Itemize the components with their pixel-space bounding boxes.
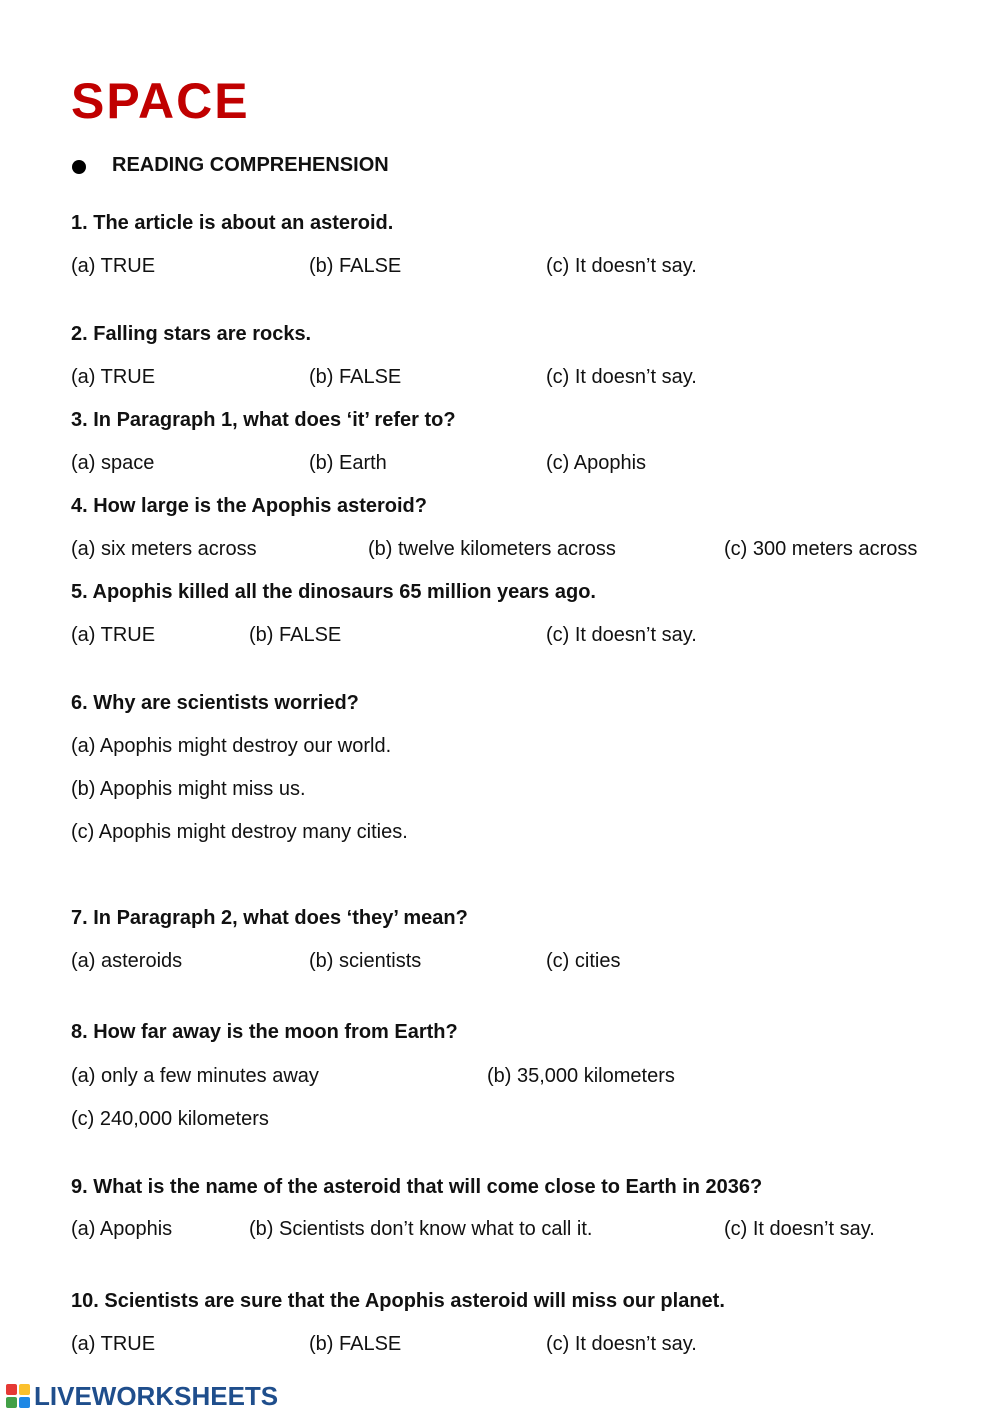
- q4-option-b[interactable]: (b) twelve kilometers across: [368, 538, 616, 560]
- logo-square-icon: [19, 1397, 30, 1408]
- q8-option-b[interactable]: (b) 35,000 kilometers: [487, 1065, 675, 1087]
- q8-option-a[interactable]: (a) only a few minutes away: [71, 1065, 319, 1087]
- bullet-icon: [72, 160, 86, 174]
- q4-option-c[interactable]: (c) 300 meters across: [724, 538, 918, 560]
- logo-square-icon: [6, 1384, 17, 1395]
- logo-square-icon: [19, 1384, 30, 1395]
- q2-option-c[interactable]: (c) It doesn’t say.: [546, 366, 697, 388]
- q9-option-a[interactable]: (a) Apophis: [71, 1218, 173, 1240]
- q10-option-b[interactable]: (b) FALSE: [309, 1333, 402, 1355]
- q10-option-c[interactable]: (c) It doesn’t say.: [546, 1333, 697, 1355]
- q4-option-a[interactable]: (a) six meters across: [71, 538, 257, 560]
- q3-option-a[interactable]: (a) space: [71, 452, 155, 474]
- q2-option-b[interactable]: (b) FALSE: [309, 366, 402, 388]
- q1-option-a[interactable]: (a) TRUE: [71, 255, 156, 277]
- question-4: 4. How large is the Apophis asteroid?: [71, 495, 427, 517]
- q5-option-a[interactable]: (a) TRUE: [71, 624, 156, 646]
- question-5: 5. Apophis killed all the dinosaurs 65 million years ago.: [71, 581, 596, 603]
- q5-option-c[interactable]: (c) It doesn’t say.: [546, 624, 697, 646]
- logo-square-icon: [6, 1397, 17, 1408]
- question-6: 6. Why are scientists worried?: [71, 692, 359, 714]
- q6-option-b[interactable]: (b) Apophis might miss us.: [71, 778, 306, 800]
- question-2: 2. Falling stars are rocks.: [71, 323, 312, 345]
- q3-option-c[interactable]: (c) Apophis: [546, 452, 647, 474]
- q6-option-c[interactable]: (c) Apophis might destroy many cities.: [71, 821, 408, 843]
- question-7: 7. In Paragraph 2, what does ‘they’ mean?: [71, 907, 468, 929]
- q9-option-c[interactable]: (c) It doesn’t say.: [724, 1218, 875, 1240]
- liveworksheets-logo-icon: [6, 1384, 30, 1408]
- logo-text: LIVEWORKSHEETS: [34, 1380, 279, 1411]
- q1-option-c[interactable]: (c) It doesn’t say.: [546, 255, 697, 277]
- q2-option-a[interactable]: (a) TRUE: [71, 366, 156, 388]
- question-8: 8. How far away is the moon from Earth?: [71, 1021, 458, 1043]
- question-9: 9. What is the name of the asteroid that will come close to Earth in 2036?: [71, 1176, 763, 1198]
- question-10: 10. Scientists are sure that the Apophis asteroid will miss our planet.: [71, 1290, 725, 1312]
- q7-option-c[interactable]: (c) cities: [546, 950, 621, 972]
- q1-option-b[interactable]: (b) FALSE: [309, 255, 402, 277]
- q7-option-a[interactable]: (a) asteroids: [71, 950, 183, 972]
- question-3: 3. In Paragraph 1, what does ‘it’ refer to?: [71, 409, 456, 431]
- q9-option-b[interactable]: (b) Scientists don’t know what to call it.: [249, 1218, 593, 1240]
- q5-option-b[interactable]: (b) FALSE: [249, 624, 342, 646]
- liveworksheets-logo[interactable]: [6, 1381, 278, 1411]
- q7-option-b[interactable]: (b) scientists: [309, 950, 422, 972]
- section-heading: READING COMPREHENSION: [112, 154, 389, 176]
- page-title: SPACE: [71, 73, 250, 129]
- q8-option-c[interactable]: (c) 240,000 kilometers: [71, 1108, 269, 1130]
- q10-option-a[interactable]: (a) TRUE: [71, 1333, 156, 1355]
- q6-option-a[interactable]: (a) Apophis might destroy our world.: [71, 735, 392, 757]
- q3-option-b[interactable]: (b) Earth: [309, 452, 387, 474]
- question-1: 1. The article is about an asteroid.: [71, 212, 394, 234]
